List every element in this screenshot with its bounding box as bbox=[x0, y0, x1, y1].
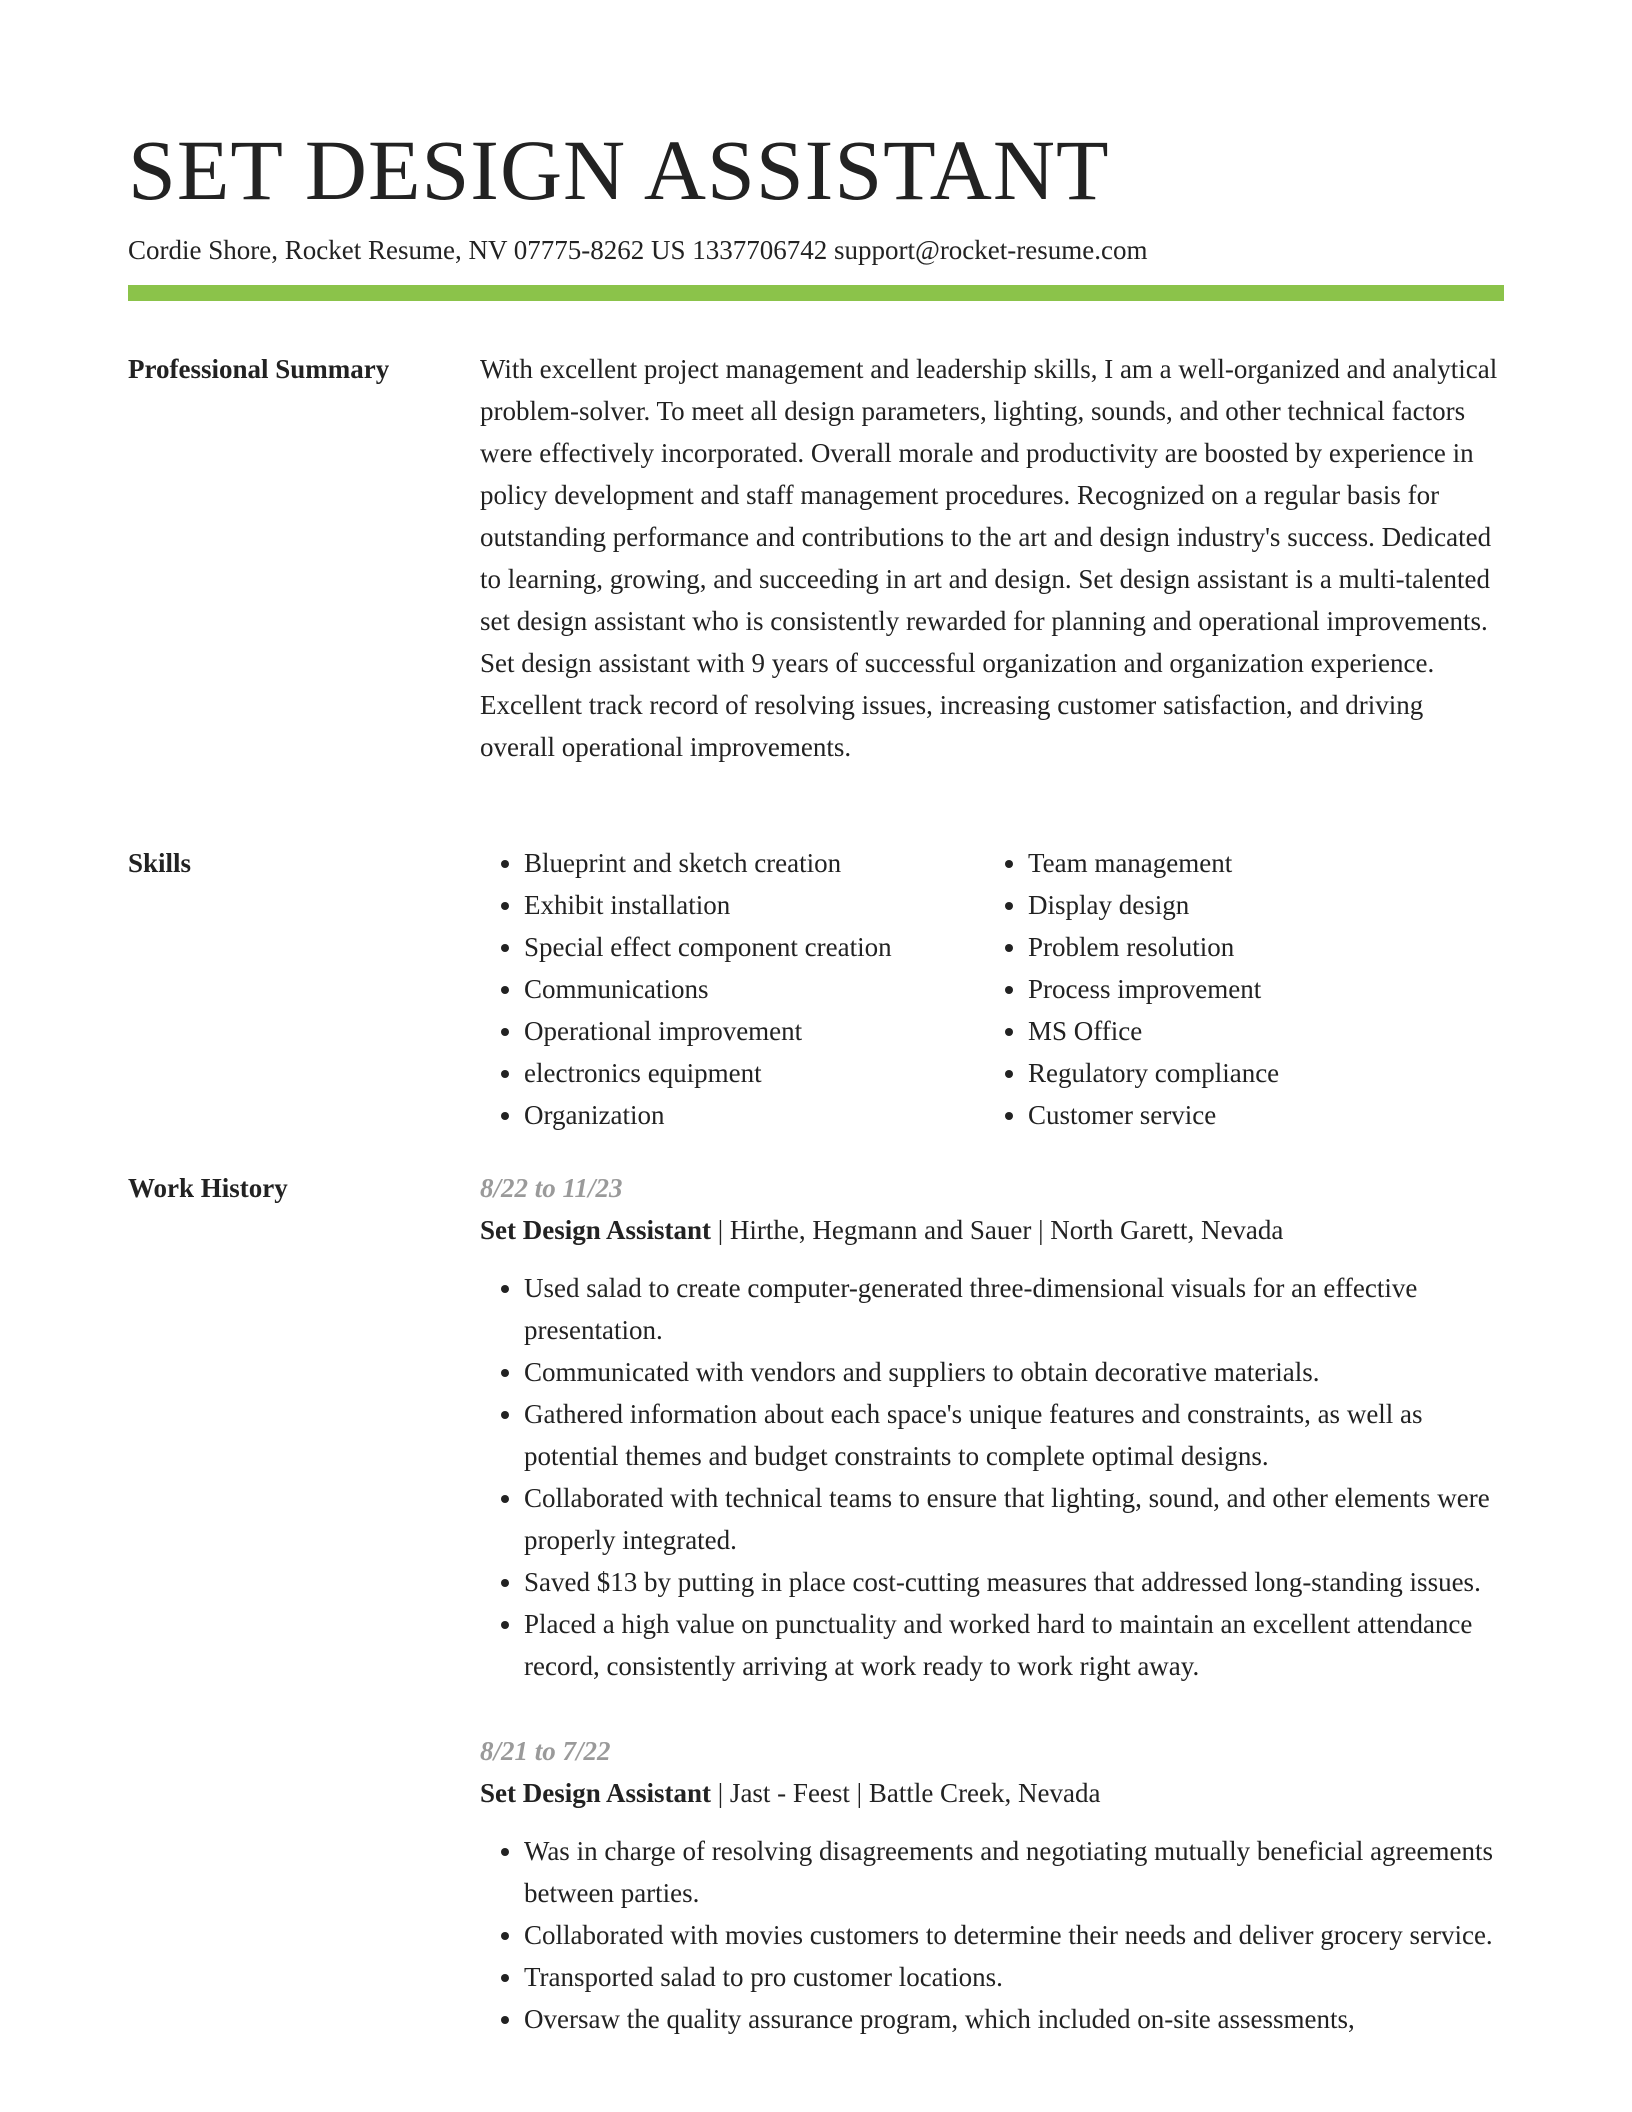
job-title-line bbox=[480, 1209, 1504, 1251]
job-bullet: • Placed a high value on punctuality and worked hard to maintain an excellent attendance record, consistently arriving at work ready to work right away. bbox=[524, 1603, 1504, 1687]
skill-item: • Communications bbox=[524, 968, 984, 1010]
job-bullet: • Saved $13 by putting in place cost-cutting measures that addressed long-standing issues. bbox=[524, 1561, 1504, 1603]
work-history-body bbox=[480, 1167, 1504, 2083]
job-details: | Jast - Feest | Battle Creek, Nevada bbox=[711, 1778, 1101, 1808]
summary-text: With excellent project management and leadership skills, I am a well-organized and analytical problem-solver. To meet all design parameters, lighting, sounds, and other technical factors were effectively incorporated. Overall morale and productivity are boosted by experience in policy development and staff management procedures. Recognized on a regular basis for outstanding performance and contributions to the art and design industry's success. Dedicated to learning, growing, and succeeding in art and design. Set design assistant is a multi-talented set design assistant who is consistently rewarded for planning and operational improvements. Set design assistant with 9 years of successful organization and organization experience. Excellent track record of resolving issues, increasing customer satisfaction, and driving overall operational improvements. bbox=[480, 354, 1498, 762]
skill-item: • Special effect component creation bbox=[524, 926, 984, 968]
skill-item: • MS Office bbox=[1028, 1010, 1488, 1052]
work-history-heading: Work History bbox=[128, 1173, 288, 1203]
skill-item: • Customer service bbox=[1028, 1094, 1488, 1136]
job-bullet-list bbox=[480, 1267, 1504, 1687]
summary-body bbox=[480, 348, 1504, 768]
job-title: Set Design Assistant bbox=[480, 1215, 712, 1245]
job-bullet: • Transported salad to pro customer locations. bbox=[524, 1956, 1504, 1998]
job-dates: 8/21 to 7/22 bbox=[480, 1736, 611, 1766]
skill-item: • Regulatory compliance bbox=[1028, 1052, 1488, 1094]
job-bullet: • Used salad to create computer-generated three-dimensional visuals for an effective presentation. bbox=[524, 1267, 1504, 1351]
job-entry bbox=[480, 1167, 1504, 1687]
job-bullet: • Was in charge of resolving disagreements and negotiating mutually beneficial agreements between parties. bbox=[524, 1830, 1504, 1914]
skill-item: • Display design bbox=[1028, 884, 1488, 926]
job-bullet: • Oversaw the quality assurance program, which included on-site assessments, bbox=[524, 1998, 1504, 2040]
skills-heading: Skills bbox=[128, 848, 192, 878]
job-bullet: • Gathered information about each space's unique features and constraints, as well as potential themes and budget constraints to complete optimal designs. bbox=[524, 1393, 1504, 1477]
skills-list-right bbox=[984, 842, 1488, 1136]
job-title: Set Design Assistant bbox=[480, 1778, 712, 1808]
skill-item: • Blueprint and sketch creation bbox=[524, 842, 984, 884]
summary-heading: Professional Summary bbox=[128, 354, 390, 384]
skill-item: • electronics equipment bbox=[524, 1052, 984, 1094]
job-bullet: • Communicated with vendors and suppliers to obtain decorative materials. bbox=[524, 1351, 1504, 1393]
skill-item: • Organization bbox=[524, 1094, 984, 1136]
job-bullet: • Collaborated with technical teams to ensure that lighting, sound, and other elements were properly integrated. bbox=[524, 1477, 1504, 1561]
skill-item: • Team management bbox=[1028, 842, 1488, 884]
skills-columns bbox=[480, 842, 1504, 1136]
skills-list-left bbox=[480, 842, 984, 1136]
header-accent-bar bbox=[128, 285, 1504, 301]
job-title-line bbox=[480, 1772, 1504, 1814]
skill-item: • Problem resolution bbox=[1028, 926, 1488, 968]
job-details: | Hirthe, Hegmann and Sauer | North Garett, Nevada bbox=[711, 1215, 1284, 1245]
skills-body bbox=[480, 842, 1504, 1136]
skill-item: • Operational improvement bbox=[524, 1010, 984, 1052]
skill-item: • Process improvement bbox=[1028, 968, 1488, 1010]
skill-item: • Exhibit installation bbox=[524, 884, 984, 926]
job-bullet: • Collaborated with movies customers to determine their needs and deliver grocery service. bbox=[524, 1914, 1504, 1956]
contact-line: Cordie Shore, Rocket Resume, NV 07775-8262 US 1337706742 support@rocket-resume.com bbox=[128, 235, 1148, 265]
job-dates: 8/22 to 11/23 bbox=[480, 1173, 623, 1203]
resume-title: SET DESIGN ASSISTANT bbox=[128, 122, 1110, 218]
job-entry bbox=[480, 1730, 1504, 2040]
job-bullet-list bbox=[480, 1830, 1504, 2040]
